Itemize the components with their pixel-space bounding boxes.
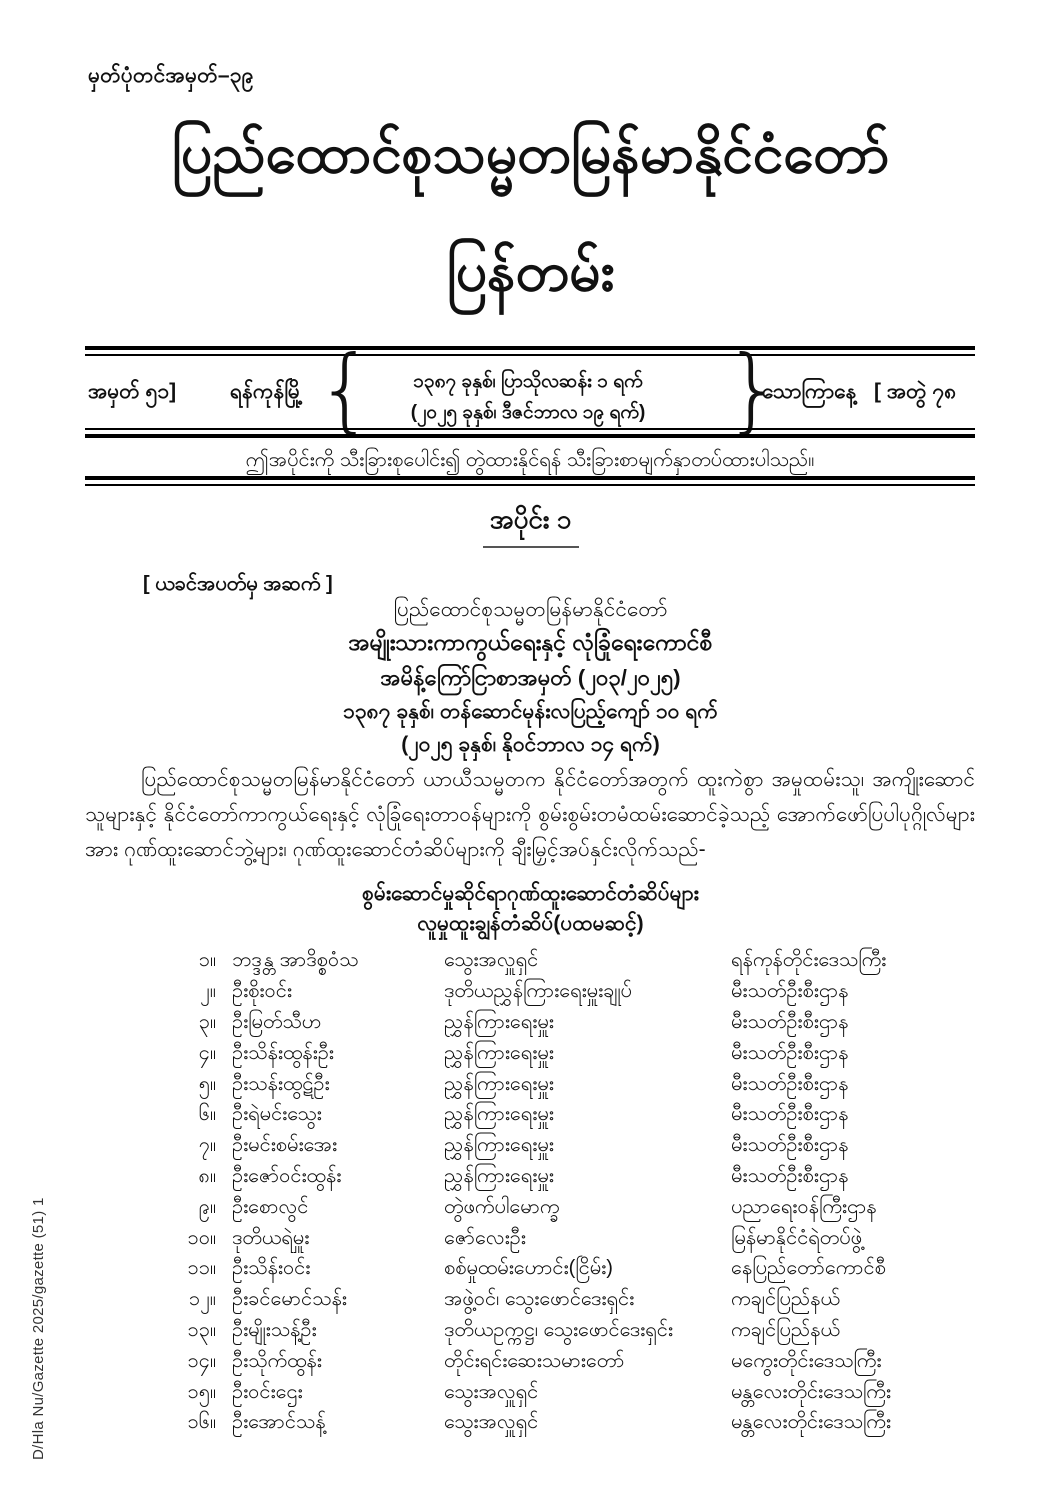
recipient-no: ၁၄။ — [187, 1349, 216, 1372]
award-category-heading: စွမ်းဆောင်မှုဆိုင်ရာဂုဏ်ထူးဆောင်တံဆိပ်များ — [362, 882, 699, 905]
recipient-region: ပညာရေးဝန်ကြီးဌာန — [731, 1195, 877, 1218]
recipient-title: သွေးအလှူရှင် — [444, 1380, 539, 1403]
recipient-row — [180, 1408, 940, 1439]
recipient-region: မန္တလေးတိုင်းဒေသကြီး — [731, 1380, 891, 1403]
recipient-region: မီးသတ်ဦးစီးဌာန — [731, 980, 849, 1003]
recipient-name: ဒုတိယရဲမှူး — [232, 1226, 310, 1249]
recipient-row — [180, 1008, 940, 1039]
recipient-name: ဦးမြတ်သီဟ — [232, 1010, 322, 1033]
order-notification-number: အမိန့်ကြော်ငြာစာအမှတ် (၂၀၃/၂၀၂၅) — [380, 665, 681, 690]
recipient-row — [180, 1316, 940, 1347]
issue-number: အမှတ် ၅၁] — [88, 380, 177, 403]
recipient-name: ဦးအောင်သန့် — [232, 1411, 326, 1434]
recipients-table — [180, 946, 940, 1439]
recipient-no: ၁၆။ — [187, 1411, 216, 1434]
recipient-name: ဦးရဲမင်းသွေး — [232, 1103, 322, 1126]
recipient-no: ၁၃။ — [187, 1318, 216, 1341]
award-medal-heading: လူမှုထူးချွန်တံဆိပ်(ပထမဆင့်) — [417, 912, 644, 935]
recipient-region: မြန်မာနိုင်ငံရဲတပ်ဖွဲ့ — [731, 1226, 863, 1249]
issue-volume: [ အတွဲ ၇၈ — [874, 380, 957, 403]
recipient-title: ညွှန်ကြားရေးမှူး — [444, 1010, 554, 1033]
double-rule-top — [85, 346, 975, 356]
recipient-region: ရန်ကုန်တိုင်းဒေသကြီး — [731, 949, 887, 972]
issue-date-myanmar: ၁၃၈၇ ခုနှစ်၊ ပြာသိုလဆန်း ၁ ရက် — [413, 371, 643, 392]
part-heading: အပိုင်း ၁ — [489, 504, 572, 534]
continuation-note: [ ယခင်အပတ်မှ အဆက် ] — [143, 573, 333, 595]
recipient-row — [180, 1162, 940, 1193]
printer-imprint-vertical: D/Hla Nu/Gazette 2025/gazette (51) 1 — [30, 1197, 47, 1460]
recipient-title: ညွှန်ကြားရေးမှူး — [444, 1041, 554, 1064]
recipient-title: ညွှန်ကြားရေးမှူး — [444, 1103, 554, 1126]
recipient-no: ၉။ — [198, 1195, 216, 1218]
recipient-title: သွေးအလှူရှင် — [444, 949, 539, 972]
recipient-region: ကချင်ပြည်နယ် — [731, 1318, 840, 1341]
recipient-name: ဦးစောလွင် — [232, 1195, 309, 1218]
recipient-title: ဇော်လေးဦး — [444, 1226, 526, 1249]
order-date-myanmar: ၁၃၈၇ ခုနှစ်၊ တန်ဆောင်မုန်းလပြည့်ကျော် ၁၀ ရက် — [343, 700, 718, 723]
recipient-name: ဦးမျိုးသန့်ဦး — [232, 1318, 317, 1341]
recipient-no: ၁၁။ — [187, 1257, 216, 1280]
recipient-no: ၄။ — [198, 1041, 216, 1064]
recipient-name: ဦးဇော်ဝင်းထွန်း — [232, 1164, 342, 1187]
recipient-region: မီးသတ်ဦးစီးဌာန — [731, 1010, 849, 1033]
recipient-region: ကချင်ပြည်နယ် — [731, 1288, 840, 1311]
recipient-region: မကွေးတိုင်းဒေသကြီး — [731, 1349, 882, 1372]
recipient-no: ၃။ — [198, 1010, 216, 1033]
recipient-title: တိုင်းရင်းဆေးသမားတော် — [444, 1349, 625, 1372]
recipient-region: မန္တလေးတိုင်းဒေသကြီး — [731, 1411, 891, 1434]
recipient-no: ၆။ — [198, 1103, 216, 1126]
open-brace-glyph: { — [316, 336, 375, 443]
gazette-title-word: ပြန်တမ်း — [446, 240, 615, 302]
order-date-gregorian: (၂၀၂၅ ခုနှစ်၊ နိုဝင်ဘာလ ၁၄ ရက်) — [401, 733, 660, 756]
recipient-no: ၈။ — [198, 1164, 216, 1187]
close-brace-glyph: } — [724, 336, 783, 443]
recipient-title: သွေးအလှူရှင် — [444, 1411, 539, 1434]
recipient-name: ဦးဝင်းဌေး — [232, 1380, 303, 1403]
recipient-row — [180, 1377, 940, 1408]
recipient-row — [180, 1038, 940, 1069]
recipient-row — [180, 1285, 940, 1316]
recipient-row — [180, 1346, 940, 1377]
recipient-name: ဦးသန်းထွဋ်ဦး — [232, 1072, 330, 1095]
recipient-region: မီးသတ်ဦးစီးဌာန — [731, 1041, 849, 1064]
recipient-no: ၁။ — [198, 949, 216, 972]
recipient-name: ဦးမင်းစမ်းအေး — [232, 1134, 338, 1157]
order-state-line: ပြည်ထောင်စုသမ္မတမြန်မာနိုင်ငံတော် — [393, 598, 668, 621]
recipient-name: ဦးသိန်းဝင်း — [232, 1257, 311, 1280]
issue-dates — [358, 366, 698, 428]
recipient-no: ၁၂။ — [188, 1288, 216, 1311]
issue-city: ရန်ကုန်မြို့ — [230, 380, 304, 403]
recipient-name: ဦးသိန်းထွန်းဦး — [232, 1041, 334, 1064]
recipient-region: မီးသတ်ဦးစီးဌာန — [731, 1134, 849, 1157]
recipient-region: မီးသတ်ဦးစီးဌာန — [731, 1164, 849, 1187]
recipient-no: ၅။ — [198, 1072, 216, 1095]
recipient-name: ဘဒ္ဒန္တ အာဒိစ္စဝံသ — [232, 949, 359, 972]
double-rule-bottom — [85, 476, 975, 486]
part-heading-underline — [483, 546, 579, 548]
recipient-title: ဒုတိယဥက္ကဋ္ဌ၊ သွေးဖောင်ဒေးရှင်း — [444, 1318, 673, 1341]
recipient-no: ၇။ — [198, 1134, 216, 1157]
registration-number: မှတ်ပုံတင်အမှတ်–၃၉ — [88, 64, 254, 87]
recipient-no: ၁၀။ — [187, 1226, 216, 1249]
recipient-title: အဖွဲ့ဝင်၊ သွေးဖောင်ဒေးရှင်း — [444, 1288, 635, 1311]
recipient-no: ၁၅။ — [187, 1380, 216, 1403]
recipient-row — [180, 1100, 940, 1131]
recipient-title: ဒုတိယညွှန်ကြားရေးမှူးချုပ် — [444, 980, 632, 1003]
issue-date-gregorian: (၂၀၂၅ ခုနှစ်၊ ဒီဇင်ဘာလ ၁၉ ရက်) — [410, 402, 646, 423]
recipient-name: ဦးသိုက်ထွန်း — [232, 1349, 322, 1372]
recipient-row — [180, 1069, 940, 1100]
recipient-row — [180, 946, 940, 977]
recipient-region: မီးသတ်ဦးစီးဌာန — [731, 1072, 849, 1095]
recipient-title: ညွှန်ကြားရေးမှူး — [444, 1134, 554, 1157]
recipient-title: ညွှန်ကြားရေးမှူး — [444, 1072, 554, 1095]
recipient-name: ဦးခင်မောင်သန်း — [232, 1288, 347, 1311]
recipient-region: မီးသတ်ဦးစီးဌာန — [731, 1103, 849, 1126]
recipient-row — [180, 1223, 940, 1254]
recipient-row — [180, 977, 940, 1008]
recipient-row — [180, 1131, 940, 1162]
recipient-title: တွဲဖက်ပါမောက္ခ — [444, 1195, 560, 1218]
recipient-no: ၂။ — [200, 980, 216, 1003]
recipient-title: ညွှန်ကြားရေးမှူး — [444, 1164, 554, 1187]
issue-weekday: သောကြာနေ့ — [762, 380, 857, 403]
gazette-title-state: ပြည်ထောင်စုသမ္မတမြန်မာနိုင်ငံတော် — [171, 122, 890, 184]
double-rule-middle — [85, 428, 975, 438]
recipient-row — [180, 1192, 940, 1223]
recipient-region: နေပြည်တော်ကောင်စီ — [731, 1257, 886, 1280]
binding-notice: ဤအပိုင်းကို သီးခြားစုပေါင်း၍ တွဲထားနိုင်ရန် သီးခြားစာမျက်နှာတပ်ထားပါသည်။ — [245, 449, 815, 471]
recipient-row — [180, 1254, 940, 1285]
recipient-title: စစ်မှုထမ်းဟောင်း(ငြိမ်း) — [444, 1257, 613, 1280]
order-body-paragraph: ပြည်ထောင်စုသမ္မတမြန်မာနိုင်ငံတော် ယာယီသမ္မတက နိုင်ငံတော်အတွက် ထူးကဲစွာ အမှုထမ်းသူ၊ အကျိုးဆောင်သူများနှင့် နိုင်ငံတော်ကာကွယ်ရေးနှင့် လုံခြုံရေးတာဝန်များကို စွမ်းစွမ်းတမံထမ်းဆောင်ခဲ့သည့် အောက်ဖော်ပြပါပုဂ္ဂိုလ်များအား ဂုဏ်ထူးဆောင်ဘွဲ့များ၊ ဂုဏ်ထူးဆောင်တံဆိပ်များကို ချီးမြှင့်အပ်နှင်းလိုက်သည်- — [85, 768, 975, 861]
recipient-name: ဦးစိုးဝင်း — [232, 980, 292, 1003]
order-council-line: အမျိုးသားကာကွယ်ရေးနှင့် လုံခြုံရေးကောင်စီ — [348, 629, 713, 655]
